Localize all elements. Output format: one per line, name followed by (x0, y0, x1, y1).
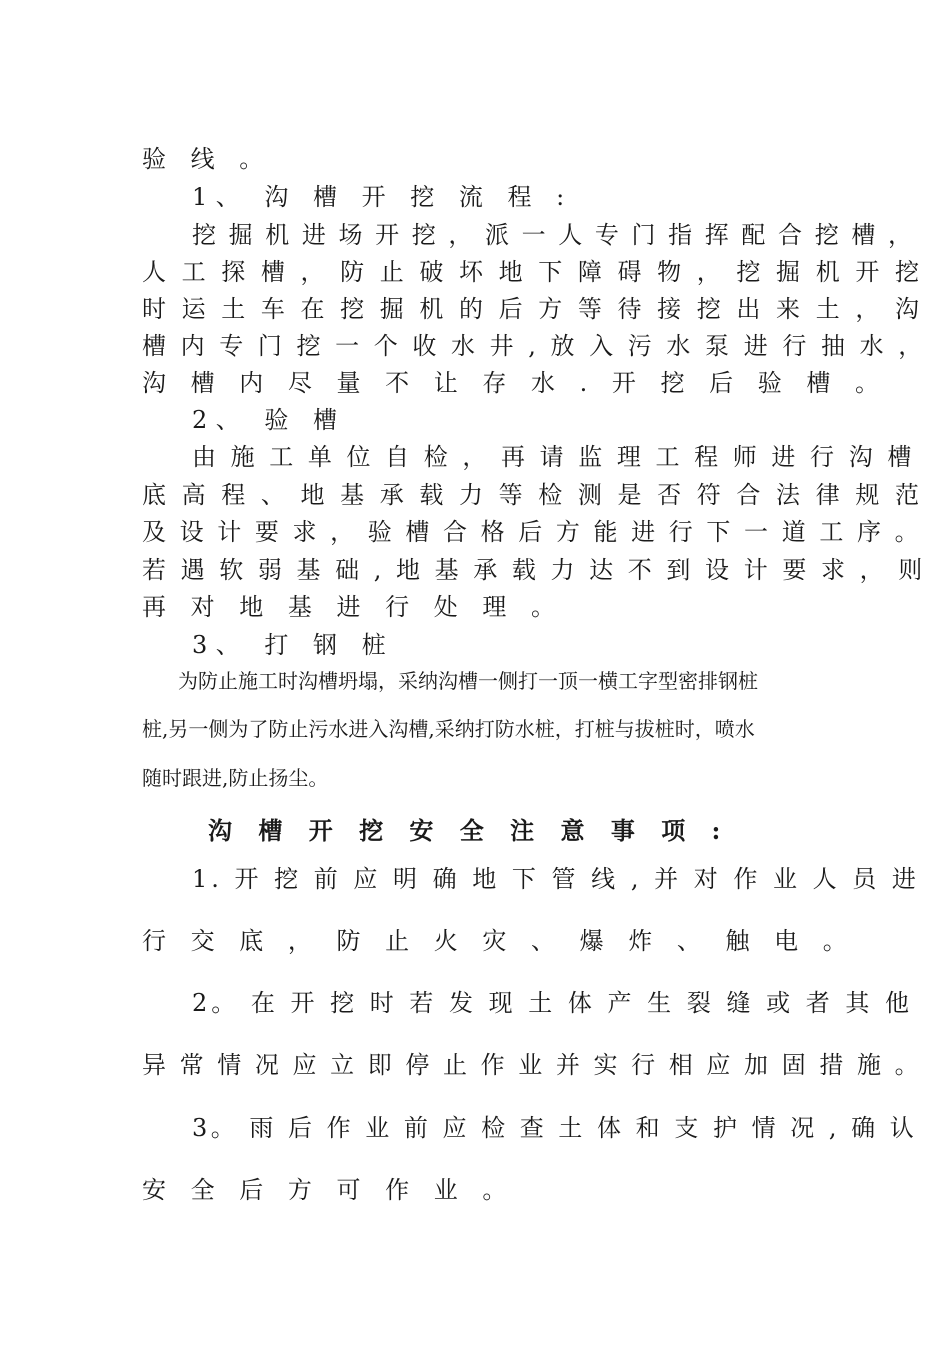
text-line: 沟 槽 内 尽 量 不 让 存 水 . 开 挖 后 验 槽 。 (142, 369, 888, 397)
section-heading-2: 2、 验 槽 (192, 406, 346, 434)
text-line: 人 工 探 槽 ， 防 止 破 坏 地 下 障 碍 物 ， 挖 掘 机 开 挖 (142, 258, 923, 286)
text-line: 时 运 土 车 在 挖 掘 机 的 后 方 等 待 接 挖 出 来 土 ， 沟 (142, 295, 923, 323)
text-line: 底 高 程 、 地 基 承 载 力 等 检 测 是 否 符 合 法 律 规 范 (142, 481, 923, 509)
text-line: 再 对 地 基 进 行 处 理 。 (142, 593, 564, 621)
text-line: 挖 掘 机 进 场 开 挖 ， 派 一 人 专 门 指 挥 配 合 挖 槽 ， (192, 221, 915, 249)
text-line: 3。 雨 后 作 业 前 应 检 查 土 体 和 支 护 情 况 , 确 认 (192, 1114, 918, 1142)
text-line: 验 线 。 (142, 145, 272, 173)
text-line: 行 交 底 ， 防 止 火 灾 、 爆 炸 、 触 电 。 (142, 927, 856, 955)
text-line: 槽 内 专 门 挖 一 个 收 水 井 , 放 入 污 水 泵 进 行 抽 水 ， (142, 332, 926, 360)
text-line: 2。 在 开 挖 时 若 发 现 土 体 产 生 裂 缝 或 者 其 他 (192, 989, 913, 1017)
text-line: 桩,另一侧为了防止污水进入沟槽,采纳打防水桩，打桩与拔桩时，喷水 (142, 717, 755, 741)
safety-heading: 沟 槽 开 挖 安 全 注 意 事 项 : (208, 816, 730, 845)
section-heading-3: 3、 打 钢 桩 (192, 631, 395, 659)
text-line: 随时跟进,防止扬尘。 (142, 766, 329, 790)
text-line: 安 全 后 方 可 作 业 。 (142, 1176, 515, 1204)
text-line: 1. 开 挖 前 应 明 确 地 下 管 线 , 并 对 作 业 人 员 进 (192, 865, 920, 893)
text-line: 异 常 情 况 应 立 即 停 止 作 业 并 实 行 相 应 加 固 措 施 。 (142, 1051, 922, 1079)
section-heading-1: 1、 沟 槽 开 挖 流 程 : (192, 183, 573, 211)
text-line: 由 施 工 单 位 自 检 ， 再 请 监 理 工 程 师 进 行 沟 槽 (192, 443, 915, 471)
text-line: 若 遇 软 弱 基 础 , 地 基 承 载 力 达 不 到 设 计 要 求 ， 则 (142, 556, 926, 584)
text-line: 及 设 计 要 求 ， 验 槽 合 格 后 方 能 进 行 下 一 道 工 序 。 (142, 518, 922, 546)
text-line: 为防止施工时沟槽坍塌，采纳沟槽一侧打一顶一横工字型密排钢桩 (178, 669, 758, 693)
